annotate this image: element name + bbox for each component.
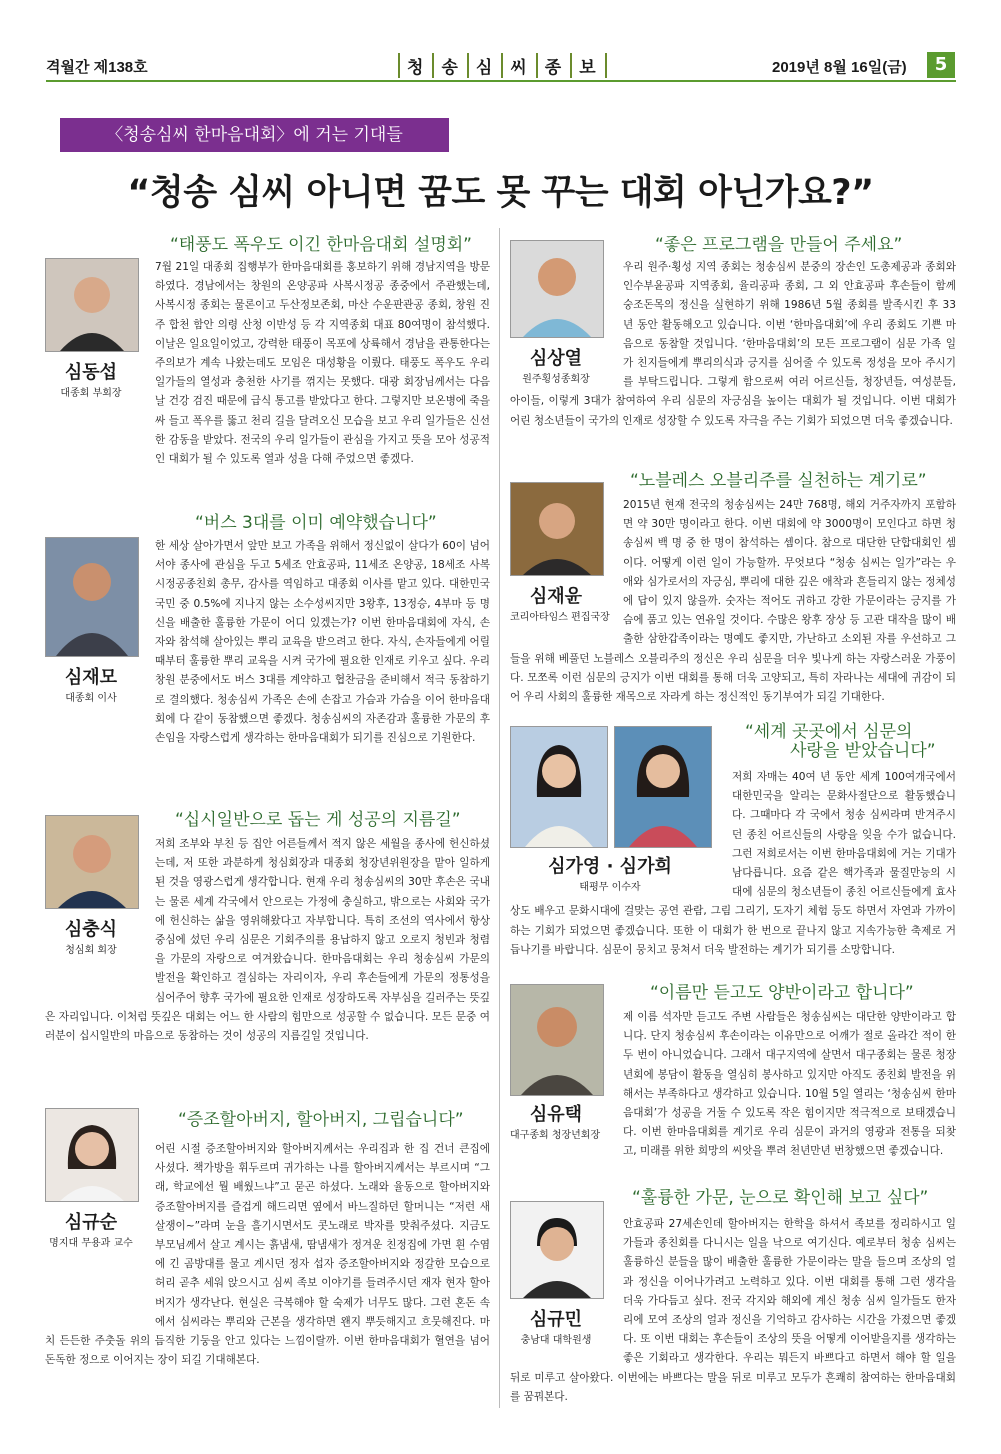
article-subhead <box>745 723 936 761</box>
article-subhead: “이름만 듣고도 양반이라고 합니다” <box>650 983 914 1003</box>
article-body: 저희 자매는 40여 년 동안 세계 100여개국에서 대한민국을 알리는 문화사절단으로 활동했습니다. 그때마다 각 국에서 청송 심씨라며 반겨주시던 종친 어르신들의 사랑을 잊을 수가 없습니다. 그런 저희로서는 이번 한마음대회에 거는 기대가 남다릅니다. 요즘 같은 핵가족과 물질만능의 시대에 심문의 청소년들이 종친 어르신들에게 효사상도 배우고 문화시대에 걸맞는 공연 관람, 그림 그리기, 도자기 체험 등도 하면서 자연과 가까이 하는 기회가 되었으면 좋겠습니다. 또한 이 대회가 한 번으로 끝나지 않고 지속가능한 축제로 거듭나기를 바랍니다. 심문이 뭉치고 뭉쳐서 더욱 발전하는 계기가 되기를 소망합니다. <box>510 771 956 956</box>
article-subhead: “좋은 프로그램을 만들어 주세요” <box>655 235 903 255</box>
person-role: 태평무 이수자 <box>579 882 641 893</box>
issue-number: 격월간 제138호 <box>46 59 148 76</box>
header-rule <box>46 80 956 82</box>
article <box>510 768 956 960</box>
person-role: 대구종회 청장년회장 <box>510 1130 601 1141</box>
person-name: 심동섭 <box>64 362 118 383</box>
title-char: 씨 <box>501 53 535 78</box>
article-body: 7월 21일 대종회 집행부가 한마음대회를 홍보하기 위해 경남지역을 방문하였다. 경남에서는 창원의 온양공파 사복시정공 종중에서 주관했는데, 사복시정 종회는 물론이고 두산정보존회, 마산 수운판관공 종회, 창원 진주 합천 함안 의령 산청 이반성 등 각 지역종회 대표 80여명이 참석했다. 이날은 일요일이었고, 강력한 태풍이 목포에 상륙해서 경남을 관통한다는 주의보가 계속 나왔는데도 모임은 대성황을 이뤘다. 태풍도 폭우도 우리 일가들의 열성과 충천한 사기를 꺾지는 못했다. 대광 회장님께서는 다음날 건강 검진 때문에 급식 통고를 받았다고 한다. 그렇지만 보온병에 죽을 싸 들고 폭우를 뚫고 천리 길을 달려오신 모습을 보고 우리 일가들은 신선한 감동을 받았다. 전국의 우리 일가들이 관심을 가지고 뜻을 모아 성공적인 대회가 될 수 있도록 열과 성을 다해 주었으면 좋겠다. <box>155 261 490 466</box>
title-char: 심 <box>467 53 501 78</box>
article-subhead: “태풍도 폭우도 이긴 한마음대회 설명회” <box>170 235 472 255</box>
person-name: 심유택 <box>529 1104 583 1125</box>
person-name: 심상열 <box>529 348 583 369</box>
article-body: 제 이름 석자만 듣고도 주변 사람들은 청송심씨는 대단한 양반이라고 합니다. 단지 청송심씨 후손이라는 이유만으로 어깨가 절로 올라간 적이 한두 번이 아니었습니다. 그래서 대구지역에 살면서 대구종회는 물론 청장년회에 봉담이 활동을 열심히 봉사하고 있지만 아직도 종친회 발전을 위해서는 부족하다고 생각하고 있습니다. 10월 5일 열리는 ‘청송심씨 한마음대회’가 성공을 거둘 수 있도록 작은 힘이지만 적극적으로 보태겠습니다. 이번 한마음대회를 계기로 우리 심문이 과거의 영광과 전통을 되찾고, 미래를 위한 희망의 씨앗을 뿌려 천년만년 번창했으면 좋겠습니다. <box>623 1011 956 1158</box>
person-role: 원주횡성종회장 <box>522 374 590 385</box>
person-name: 심재모 <box>64 667 118 688</box>
article <box>45 1140 490 1370</box>
article <box>510 496 956 707</box>
portrait-photo <box>510 1201 604 1299</box>
person-role: 청심회 회장 <box>65 945 117 956</box>
person-role: 대종회 부회장 <box>60 388 122 399</box>
portrait-photo <box>510 482 604 576</box>
article-subhead: “십시일반으로 돕는 게 성공의 지름길” <box>175 810 461 830</box>
page-headline: “청송 심씨 아니면 꿈도 못 꾸는 대회 아닌가요?” <box>127 173 874 213</box>
column-divider <box>499 228 500 1408</box>
article-body: 우리 원주·횡성 지역 종회는 청송심씨 분중의 장손인 도총제공과 종회와 인수부윤공파 지역종회, 율리공파 종회, 그 외 안효공파 후손들이 함께 숭조돈목의 정신을 실현하기 위해 1986년 5월 종회를 발족시킨 후 33년 동안 활동해오고 있습니다. 이번 ‘한마음대회’에 우리 종회도 기쁜 마음으로 동참할 것입니다. ‘한마음대회’의 모든 프로그램이 심문 가족 일가 친지들에게 뿌리의식과 긍지를 심어줄 수 있도록 정성을 모아 주시기를 부탁드립니다. 그렇게 함으로써 여러 어르신들, 청장년들, 여성분들, 아이들, 이렇게 3대가 참여하여 우리 심문의 자긍심을 높이는 대회가 될 것입니다. 이번 대회가 어린 청소년들이 국가의 인재로 성장할 수 있도록 자극을 주는 기회가 되었으면 더욱 좋겠습니다. <box>510 261 956 427</box>
person-name: 심가영 · 심가희 <box>548 856 672 877</box>
subhead-line: “세계 곳곳에서 심문의 <box>745 722 913 742</box>
portrait-photo <box>45 1108 139 1202</box>
article-body: 2015년 현재 전국의 청송심씨는 24만 768명, 해외 거주자까지 포함하면 약 30만 명이라고 한다. 이번 대회에 약 3000명이 모인다고 하면 청송심씨 백 명 중 한 명이 참석하는 셈이다. 참으로 대단한 단합대회인 셈이다. 어떻게 이런 일이 가능할까. 무엇보다 “청송 심씨는 일가”라는 우애와 심가로서의 자긍심, 뿌리에 대한 깊은 애착과 흔들리지 않는 정체성에 답이 있지 않을까. 숫자는 적어도 귀하고 강한 가문이라는 긍지를 가슴에 품고 있는 연유일 것이다. 수많은 왕후 장상 등 고관 대작을 많이 배출한 삼한갑족이라는 명예도 좋지만, 가난하고 소외된 자를 우선하고 그들을 위해 베풀던 노블레스 오블리주의 정신은 우리 심문을 더우 빛나게 하는 자랑스러운 가풍이다. 모쪼록 이런 심문의 긍지가 이번 대회를 통해 더욱 고양되고, 특히 자라나는 세대에 귀감이 되어 우리 사회의 훌륭한 재목으로 자라게 하는 정신적인 동기부여가 되길 기대한다. <box>510 499 956 704</box>
article-subhead: “증조할아버지, 할아버지, 그립습니다” <box>178 1110 464 1130</box>
person-name: 심충식 <box>64 919 118 940</box>
portrait-photo <box>45 537 139 657</box>
article-subhead: “훌륭한 가문, 눈으로 확인해 보고 싶다” <box>632 1188 929 1208</box>
person-role: 충남대 대학원생 <box>520 1335 592 1346</box>
article-subhead: “버스 3대를 이미 예약했습니다” <box>195 513 437 533</box>
person-name: 심규순 <box>64 1212 118 1233</box>
article-body: 어린 시절 증조할아버지와 할아버지께서는 우리집과 한 집 건너 큰집에 사셨다. 책가방을 휘두르며 귀가하는 나를 할아버지께서는 부르시며 “그래, 학교에선 뭘 배웠느냐”고 묻곤 하셨다. 노래와 율동으로 할아버지와 증조할아버지를 즐겁게 해드리면 옆에서 바느질하던 할머니는 “저런 새살쟁이~”라며 눈을 흘기시면서도 콧노래로 박자를 맞춰주셨다. 지금도 부모님께서 살고 계시는 흙냄새, 땀냄새가 정겨운 친정집에 가면 흰 수염에 긴 곰방대를 물고 계시던 정자 섭자 증조할아버지와 정갈한 모습으로 허리 곧추 세워 앉으시고 심씨 족보 이야기를 들려주시던 재자 현자 할아버지가 생각난다. 현실은 극복해야 할 숙제가 너무도 많다. 그런 혼돈 속에서 심씨라는 뿌리와 근본을 생각하면 왠지 뿌듯해지고 흐뭇해진다. 마치 든든한 주춧돌 위의 듬직한 기둥을 안고 있다는 느낌이랄까. 이번 한마음대회가 혈연을 넘어 돈독한 정으로 이어지는 장이 되길 기대해본다. <box>45 1143 490 1367</box>
portrait-photo <box>510 984 604 1096</box>
article <box>45 258 490 472</box>
title-char: 청 <box>398 53 432 78</box>
article <box>510 1215 956 1407</box>
issue-date: 2019년 8월 16일(금) <box>772 59 907 76</box>
person-role: 대종회 이사 <box>65 693 117 704</box>
article <box>510 258 956 431</box>
portrait-photo <box>510 240 604 338</box>
article <box>45 835 490 1046</box>
portrait-photo <box>45 815 139 909</box>
person-role: 명지대 무용과 교수 <box>49 1238 133 1249</box>
page-number: 5 <box>927 52 955 78</box>
section-banner: 〈청송심씨 한마음대회〉에 거는 기대들 <box>60 118 449 152</box>
article <box>510 1008 956 1162</box>
article-subhead: “노블레스 오블리주를 실천하는 계기로” <box>630 471 927 491</box>
article-body: 안효공파 27세손인데 할아버지는 한학을 하셔서 족보를 정리하시고 일가들과 종친회를 다니시는 일을 낙으로 여기신다. 예로부터 청송 심씨는 훌륭하신 분들을 많이 배출한 훌륭한 가문이라는 말을 들으며 조상의 얼과 정신을 이어나가려고 노력하고 있다. 이번 대회를 통해 그런 생각을 더욱 가다듬고 싶다. 전국 각지와 해외에 계신 청송 심씨 일가들도 한자리에 모여 조상의 얼과 정신을 기억하고 감사하는 시간을 가졌으면 좋겠다. 또 이번 대회는 후손들이 조상의 뜻을 어떻게 이어받을지를 생각하는 좋은 기회라고 생각한다. 우리는 뭐든지 바쁘다고 하면서 해야 할 일을 뒤로 미루고 살아왔다. 이번에는 바쁘다는 말을 뒤로 미루고 모두가 흔쾌히 참여하는 한마음대회를 꿈꿔본다. <box>510 1218 956 1403</box>
person-role: 코리아타임스 편집국장 <box>510 612 610 623</box>
title-char: 종 <box>536 53 570 78</box>
title-char: 보 <box>570 53 606 78</box>
portrait-photo <box>45 258 139 352</box>
portrait-photo <box>614 726 712 848</box>
article-body: 한 세상 살아가면서 앞만 보고 가족을 위해서 정신없이 살다가 60이 넘어서야 종사에 관심을 두고 5세조 안효공파, 11세조 온양공, 18세조 사복시정공종친회 총무, 감사를 역임하고 대종회 이사를 맡고 있다. 대한민국 국민 중 0.5%에 지나지 않는 소수성씨지만 3왕후, 13정승, 4부마 등 명신을 배출한 훌륭한 가문이 어디 있겠는가? 이번 한마음대회에 자식, 손자와 참석해 살아있는 뿌리 교육을 받으려고 한다. 자식, 손자들에게 어릴 때부터 훌륭한 뿌리 교육을 시켜 국가에 필요한 인재로 키우고 싶다. 우리 창원 분중에서도 버스 3대를 계약하고 협찬금을 준비해서 적극 동참하기로 결의했다. 청송심씨 가족은 손에 손잡고 가슴과 가슴을 이어 한마음대회에 다 같이 동참했으면 좋겠다. 청송심씨의 자존감과 훌륭한 가문의 후손임을 자랑스럽게 생각하는 한마음대회가 되기를 진심으로 기원한다. <box>155 540 490 745</box>
person-name: 심규민 <box>529 1309 583 1330</box>
title-char: 송 <box>432 53 466 78</box>
subhead-line: 사랑을 받았습니다” <box>790 741 936 761</box>
article <box>45 537 490 771</box>
portrait-photo <box>510 726 608 848</box>
person-name: 심재윤 <box>529 586 583 607</box>
article-body: 저희 조부와 부친 등 집안 어른들께서 적지 않은 세월을 종사에 헌신하셨는데, 저 또한 과분하게 청심회장과 대종회 청장년위원장을 맡아 일하게 된 것을 영광스럽게 생각합니다. 현재 우리 청송심씨의 30만 후손은 국내는 물론 세계 각국에서 안으로는 가정에 충실하고, 밖으로는 사회와 국가에 헌신하는 삶을 영위해왔다고 자부합니다. 특히 조선의 역사에서 항상 중심에 섰던 우리 심문은 기회주의를 용납하지 않고 오로지 청빈과 청렴을 가문의 자랑으로 여겨왔습니다. 한마음대회는 우리 청송심씨 가문의 발전을 확인하고 결심하는 자리이자, 우리 후손들에게 가문의 정통성을 심어주어 향후 국가에 필요한 인재로 성장하도록 자부심을 길러주는 뜻깊은 자리입니다. 이처럼 뜻깊은 대회는 어느 한 사람의 힘만으로 성공할 수 없습니다. 모든 문중 여러분이 십시일반의 마음으로 동참하는 것이 성공의 지름길일 것입니다. <box>45 838 490 1043</box>
newspaper-title <box>398 53 607 78</box>
